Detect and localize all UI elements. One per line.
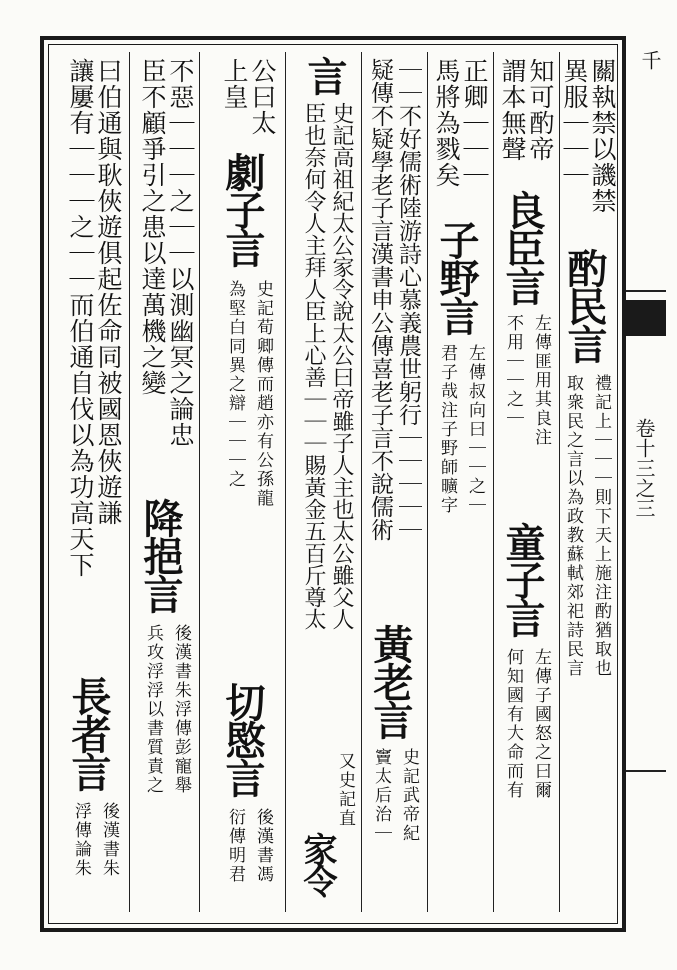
annotation-text: 竇太后治｜ (371, 748, 391, 843)
text-column-4 (362, 52, 428, 912)
heading-term: 黃老言 (367, 624, 414, 738)
heading-term: 降挹言 (137, 498, 184, 612)
text-column-6 (200, 52, 286, 912)
column-text: 上皇 (220, 58, 249, 110)
column-text: 異服｜｜｜ (560, 58, 589, 188)
text-column-2 (494, 52, 560, 912)
heading-term: 劇子言 (219, 152, 266, 266)
annotation-text: 左傳叔向曰｜｜之｜ (465, 344, 485, 515)
text-column-1 (560, 52, 618, 912)
annotation-text: 後漢書朱 (99, 802, 119, 878)
column-text: 謂本無聲 (498, 58, 527, 162)
column-text: 臣也奈何令人主拜人臣上心善｜｜｜賜黃金五百斤尊太 (301, 102, 326, 630)
margin-divider-bottom (626, 770, 666, 772)
text-column-5 (286, 52, 362, 912)
heading-term: 酌民言 (561, 248, 608, 362)
column-text: ｜｜不好儒術陸游詩心慕義農世躬行｜｜｜｜｜ (395, 58, 421, 541)
column-text: 不惡｜｜｜之｜｜以測幽冥之論忠 (166, 58, 195, 448)
annotation-text: 史記荀卿傳而趙亦有公孫龍 (253, 280, 273, 508)
heading-term: 長者言 (65, 676, 112, 790)
annotation-text: 左傳匪用其良注 (531, 314, 551, 447)
column-text: 曰伯通與耿俠遊俱起佐命同被國恩俠遊謙 (94, 58, 123, 526)
annotation-text: 衍傳明君 (225, 808, 245, 884)
column-text: 疑傳不疑學老子言漢書申公傳喜老子言不說儒術 (367, 58, 393, 541)
annotation-text: 禮記上｜｜｜則下天上施注酌猶取也 (591, 374, 611, 678)
column-text: 史記高祖紀太公家令說太公曰帝雖子人主也太公雖父人 (329, 102, 354, 630)
column-text: 馬將為戮矣 (432, 58, 461, 188)
column-text: 知可酌帝 (526, 58, 555, 162)
fishtail-mark (626, 300, 666, 336)
heading-term: 童子言 (499, 522, 546, 636)
annotation-text: 史記武帝紀 (399, 748, 419, 843)
margin-divider-top (626, 290, 666, 292)
heading-term: 子野言 (433, 220, 480, 334)
annotation-text: 浮傳論朱 (71, 802, 91, 878)
heading-term: 言 (301, 56, 348, 94)
volume-label: 卷十三之三 (632, 418, 656, 518)
annotation-text: 何知國有大命而有 (503, 648, 523, 800)
column-text: 臣不顧爭引之患以達萬機之變 (138, 58, 167, 396)
annotation-text: 不用｜｜之｜ (503, 314, 523, 428)
text-column-7 (130, 52, 200, 912)
heading-term: 家令 (297, 832, 337, 896)
heading-term: 切愍言 (219, 682, 266, 796)
annotation-text: 又史記直 (335, 752, 355, 828)
annotation-text: 兵攻浮浮以書質責之 (143, 624, 163, 795)
column-text: 讓屢有｜｜｜之｜｜而伯通自伐以為功高天下 (66, 58, 95, 578)
annotation-text: 為堅白同異之辯｜｜｜之 (225, 280, 245, 489)
column-text: 關執禁以譏禁 (588, 58, 617, 214)
annotation-text: 君子哉注子野師曠字 (437, 344, 457, 515)
text-column-3 (428, 52, 494, 912)
text-column-8 (52, 52, 130, 912)
annotation-text: 後漢書馮 (253, 808, 273, 884)
heading-term: 良臣言 (499, 190, 546, 304)
annotation-text: 後漢書朱浮傳彭寵舉 (171, 624, 191, 795)
annotation-text: 取衆民之言以為政教蘇軾郊祀詩民言 (563, 374, 583, 678)
annotation-text: 左傳子國怒之曰爾 (531, 648, 551, 800)
column-text: 公曰太 (248, 58, 277, 136)
column-text: 正卿｜｜｜ (460, 58, 489, 188)
margin-top-mark: 千 (638, 50, 662, 70)
